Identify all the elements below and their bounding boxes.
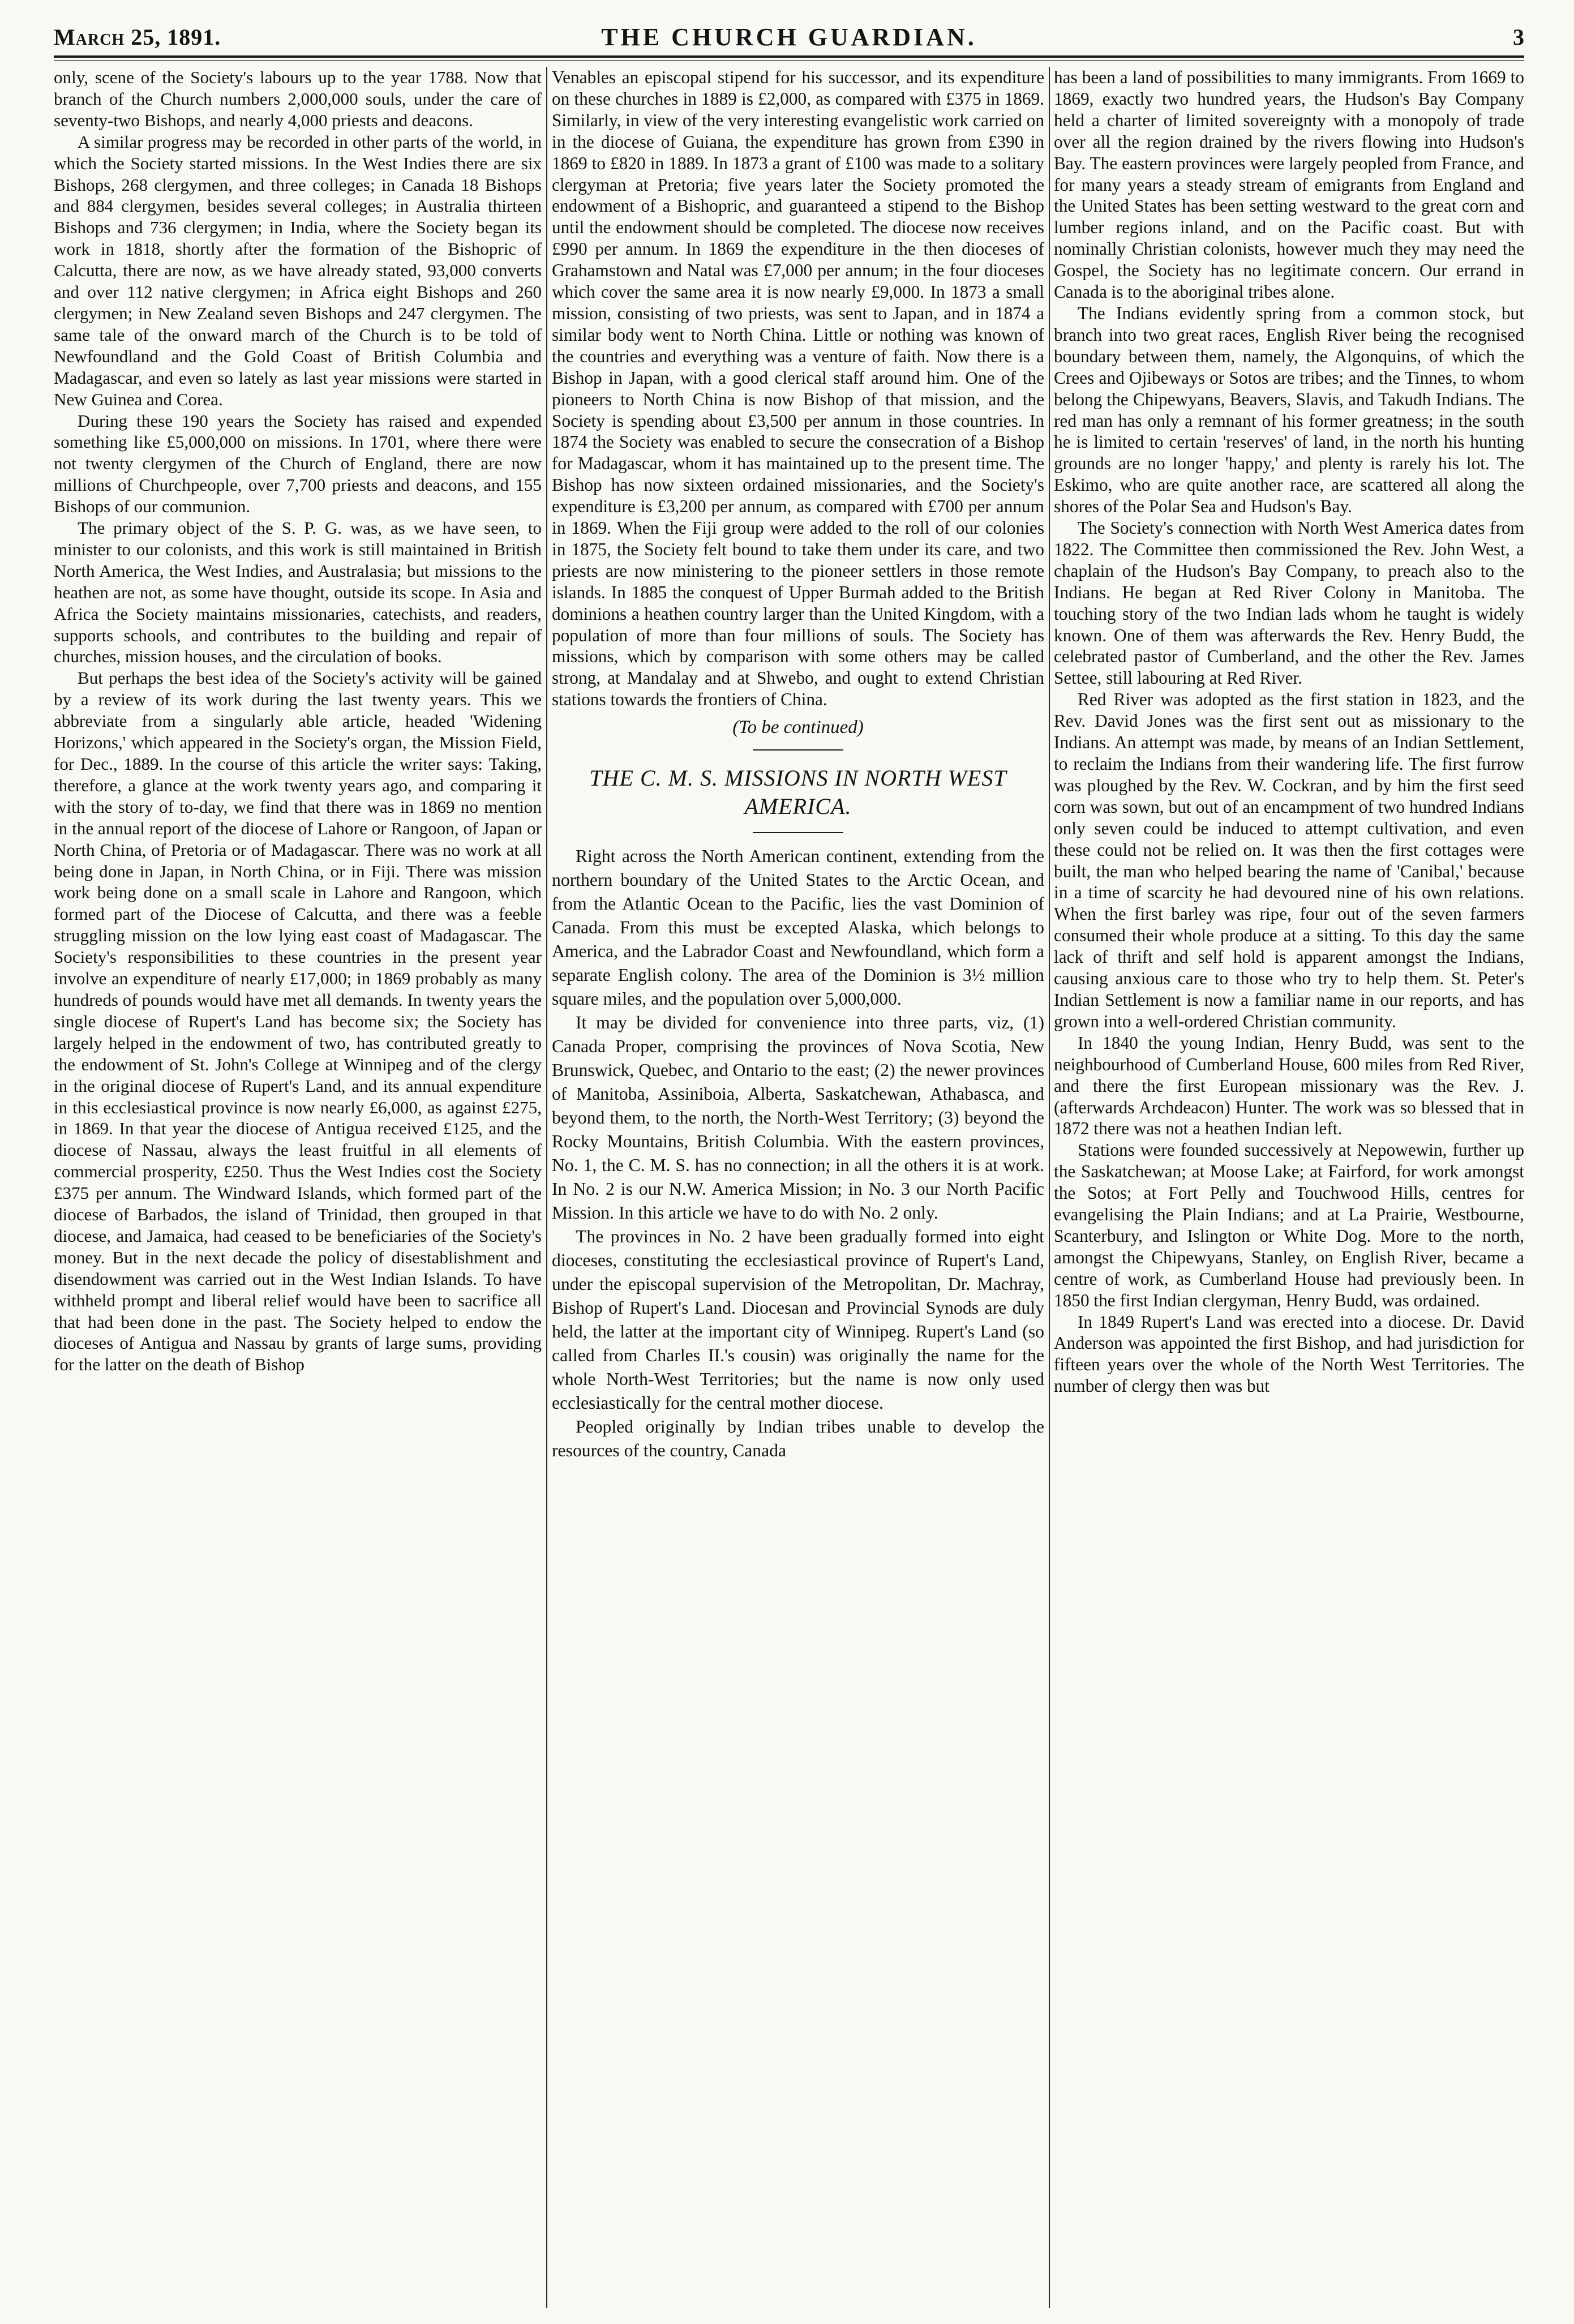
column-divider-1 bbox=[546, 67, 547, 2308]
paragraph: It may be divided for convenience into three parts, viz, (1) Canada Proper, comprising the provinces of Nova Scotia, New Brunswick, Quebec, and Ontario to the east; (2) the newer provinces of Manitoba, Assiniboia, Alberta, Saskatchewan, Athabasca, and beyond them, to the north, the North-West Territory; (3) beyond the Rocky Mountains, British Columbia. With the eastern provinces, No. 1, the C. M. S. has no connection; in all the others it is at work. In No. 2 is our N.W. America Mission; in No. 3 our North Pacific Mission. In this article we have to do with No. 2 only. bbox=[552, 1013, 1044, 1223]
column-3 bbox=[1054, 67, 1524, 2317]
masthead-rule-thin bbox=[54, 60, 1524, 61]
heading-rule bbox=[753, 832, 843, 833]
paragraph: But perhaps the best idea of the Society's activity will be gained by a review of its work during the last twenty years. This we abbreviate from a singularly able article, headed 'Widening Horizons,' which appeared in the Society's organ, the Mission Field, for Dec., 1889. In the course of this article the writer says: Taking, therefore, a glance at the work twenty years ago, and comparing it with the story of to-day, we find that there was in 1869 no mention in the annual report of the diocese of Lahore or Rangoon, of Japan or North China, of Pretoria or of Madagascar. There was no work at all being done in Japan, in North China, or in Fiji. There was mission work being done on a small scale in Lahore and Rangoon, which formed part of the Diocese of Calcutta, and there was a feeble struggling mission on the low lying east coast of Madagascar. The Society's responsibilities to these countries in the present year involve an expenditure of nearly £17,000; in 1869 probably as many hundreds of pounds would have met all demands. In twenty years the single diocese of Rupert's Land has become six; the Society has largely helped in the endowment of two, has contributed greatly to the endowment of St. John's College at Winnipeg and of the clergy in the original diocese of Rupert's Land, and its annual expenditure in this ecclesiastical province is now nearly £6,000, as against £275, in 1869. In that year the diocese of Antigua received £125, and the diocese of Nassau, always the least fruitful in all elements of commercial prosperity, £250. Thus the West Indies cost the Society £375 per annum. The Windward Islands, which formed part of the diocese of Barbados, the island of Trinidad, then grouped in that diocese, and Jamaica, had ceased to be beneficiaries of the Society's money. But in the next decade the policy of disestablishment and disendowment was carried out in the West Indian Islands. To have withheld prompt and liberal relief would have been to sacrifice all that had been done in the past. The Society helped to endow the dioceses of Antigua and Nassau by grants of large sums, providing for the latter on the death of Bishop bbox=[54, 668, 542, 1375]
masthead bbox=[54, 17, 1524, 53]
paragraph: In 1849 Rupert's Land was erected into a diocese. Dr. David Anderson was appointed the first Bishop, and had jurisdiction for fifteen years over the whole of the North West Territories. The number of clergy then was but bbox=[1054, 1311, 1524, 1396]
paragraph: A similar progress may be recorded in other parts of the world, in which the Society started missions. In the West Indies there are six Bishops, 268 clergymen, and three colleges; in Canada 18 Bishops and 884 clergymen, besides several colleges; in Australia thirteen Bishops and 736 clergymen; in India, where the Society began its work in 1818, shortly after the formation of the Bishopric of Calcutta, there are now, as we have already stated, 93,000 converts and over 112 native clergymen; in Africa eight Bishops and 260 clergymen; in New Zealand seven Bishops and 247 clergymen. The same tale of the onward march of the Church is to be told of Newfoundland and the Gold Coast of British Columbia and Madagascar, and even so lately as last year missions were started in New Guinea and Corea. bbox=[54, 131, 542, 409]
paragraph: only, scene of the Society's labours up to the year 1788. Now that branch of the Church numbers 2,000,000 souls, under the care of seventy-two Bishops, and nearly 4,000 priests and deacons. bbox=[54, 67, 542, 130]
paragraph: Peopled originally by Indian tribes unable to develop the resources of the country, Canada bbox=[552, 1417, 1044, 1461]
paragraph: has been a land of possibilities to many immigrants. From 1669 to 1869, exactly two hundred years, the Hudson's Bay Company held a charter of limited sovereignty with a monopoly of trade over all the region drained by the rivers flowing into Hudson's Bay. The eastern provinces were largely peopled from France, and for many years a steady stream of emigrants from England and the United States has been setting westward to the great corn and lumber regions inland, and on the Pacific coast. But with nominally Christian colonists, however much they may need the Gospel, the Society has no legitimate concern. Our errand in Canada is to the aboriginal tribes alone. bbox=[1054, 67, 1524, 302]
column-divider-2 bbox=[1049, 67, 1050, 2308]
paragraph: The Indians evidently spring from a common stock, but branch into two great races, English River being the recognised boundary between them, namely, the Algonquins, of which the Crees and Ojibeways or Sotos are tribes; and the Tinnes, to whom belong the Chipewyans, Beavers, Slavis, and Takudh Indians. The red man has only a remnant of his former greatness; in the south he is limited to certain 'reserves' of land, in the north his hunting grounds are no longer 'happy,' and plenty is rarely his lot. The Eskimo, who are quite another race, are scattered all along the shores of the Polar Sea and Hudson's Bay. bbox=[1054, 303, 1524, 517]
paragraph: Venables an episcopal stipend for his successor, and its expenditure on these churches in 1889 is £2,000, as compared with £375 in 1869. Similarly, in view of the very interesting evangelistic work carried on in the diocese of Guiana, the expenditure has grown from £390 in 1869 to £820 in 1889. In 1873 a grant of £100 was made to a solitary clergyman at Pretoria; five years later the Society promoted the endowment of a Bishopric, and guaranteed a stipend to the Bishop until the endowment should be completed. The diocese now receives £990 per annum. In 1869 the expenditure in the then dioceses of Grahamstown and Natal was £7,000 per annum; in the four dioceses which cover the same area it is now nearly £9,000. In 1873 a small mission, consisting of two priests, was sent to Japan, and in 1874 a similar body went to North China. Little or nothing was known of the countries and everything was a venture of faith. Now there is a Bishop in Japan, with a good clerical staff around him. One of the pioneers to North China is now Bishop of that mission, and the Society is spending about £3,500 per annum in those countries. In 1874 the Society was enabled to secure the consecration of a Bishop for Madagascar, whom it has maintained up to the present time. The Bishop has now sixteen ordained missionaries, and the Society's expenditure is £3,200 per annum, as compared with £700 per annum in 1869. When the Fiji group were added to the roll of our colonies in 1875, the Society felt bound to take them under its care, and two priests are now ministering to the pioneer settlers in those remote islands. In 1885 the conquest of Upper Burmah added to the British dominions a heathen country larger than the United Kingdom, with a population of more than four millions of souls. The Society has missions, which by comparison with some others may be called strong, at Mandalay and at Shwebo, and ought to extend Christian stations towards the frontiers of China. bbox=[552, 67, 1044, 710]
column-1 bbox=[54, 67, 542, 2317]
article-separator bbox=[753, 749, 843, 751]
paragraph: Red River was adopted as the first station in 1823, and the Rev. David Jones was the first sent out as missionary to the Indians. An attempt was made, by means of an Indian Settlement, to reclaim the Indians from their wandering life. The first furrow was ploughed by the Rev. W. Cockran, and by him the first seed corn was sown, but out of an encampment of two hundred Indians only seven could be induced to attempt cultivation, and even these could not be relied on. It was then the first cottages were built, the man who helped bearing the name of 'Canibal,' because in a time of scarcity he had devoured nine of his own relations. When the first barley was ripe, four out of the seven farmers consumed their whole produce at a sitting. To this day the same lack of thrift and self hold is apparent amongst the Indians, causing anxious care to those who try to help them. St. Peter's Indian Settlement is now a familiar name in our reports, and has grown into a well-ordered Christian community. bbox=[1054, 689, 1524, 1031]
paragraph: The provinces in No. 2 have been gradually formed into eight dioceses, constituting the ecclesiastical province of Rupert's Land, under the episcopal supervision of the Metropolitan, Dr. Machray, Bishop of Rupert's Land. Diocesan and Provincial Synods are duly held, the latter at the important city of Winnipeg. Rupert's Land (so called from Charles II.'s cousin) was originally the name for the whole North-West Territories; but the name is now only used ecclesiastically for the central mother diocese. bbox=[552, 1227, 1044, 1413]
page-number: 3 bbox=[1513, 24, 1524, 50]
continued-note: (To be continued) bbox=[732, 717, 864, 738]
paragraph: Right across the North American continent, extending from the northern boundary of the United States to the Arctic Ocean, and from the Atlantic Ocean to the Pacific, lies the vast Dominion of Canada. From this must be excepted Alaska, which belongs to America, and the Labrador Coast and Newfoundland, which form a separate English colony. The area of the Dominion is 3½ million square miles, and the population over 5,000,000. bbox=[552, 846, 1044, 1009]
column-2 bbox=[552, 67, 1044, 2317]
paragraph: The Society's connection with North West America dates from 1822. The Committee then commissioned the Rev. John West, a chaplain of the Hudson's Bay Company, to preach also to the Indians. He began at Red River Colony in Manitoba. The touching story of the two Indian lads whom he taught is widely known. One of them was afterwards the Rev. Henry Budd, the celebrated pastor of Cumberland, and the other the Rev. James Settee, still labouring at Red River. bbox=[1054, 518, 1524, 688]
masthead-rule bbox=[54, 55, 1524, 58]
article-heading: THE C. M. S. MISSIONS IN NORTH WEST AMERICA. bbox=[589, 765, 1007, 820]
issue-date: March 25, 1891. bbox=[54, 24, 221, 50]
newspaper-title: THE CHURCH GUARDIAN. bbox=[601, 23, 977, 51]
paragraph: Stations were founded successively at Nepowewin, further up the Saskatchewan; at Moose Lake; at Fairford, for work amongst the Sotos; at Fort Pelly and Touchwood Hills, centres for evangelising the Plain Indians; and at La Prairie, Westbourne, Scanterbury, and Islington or White Dog. More to the north, amongst the Chipewyans, Stanley, on English River, became a centre of work, as Cumberland House had previously been. In 1850 the first Indian clergyman, Henry Budd, was ordained. bbox=[1054, 1140, 1524, 1310]
paragraph: In 1840 the young Indian, Henry Budd, was sent to the neighbourhood of Cumberland House, 600 miles from Red River, and there the first European missionary was the Rev. J. (afterwards Archdeacon) Hunter. The work was so blessed that in 1872 there was not a heathen Indian left. bbox=[1054, 1032, 1524, 1139]
paragraph: During these 190 years the Society has raised and expended something like £5,000,000 on missions. In 1701, where there were not twenty clergymen of the Church of England, there are now millions of Churchpeople, over 7,700 priests and deacons, and 155 Bishops of our communion. bbox=[54, 410, 542, 517]
paragraph: The primary object of the S. P. G. was, as we have seen, to minister to our colonists, and this work is still maintained in British North America, the West Indies, and Australasia; but missions to the heathen are not, as some have thought, outside its scope. In Asia and Africa the Society maintains missionaries, catechists, and readers, supports schools, and contributes to the building and repair of churches, mission houses, and the circulation of books. bbox=[54, 518, 542, 667]
article-body bbox=[552, 844, 1044, 1463]
